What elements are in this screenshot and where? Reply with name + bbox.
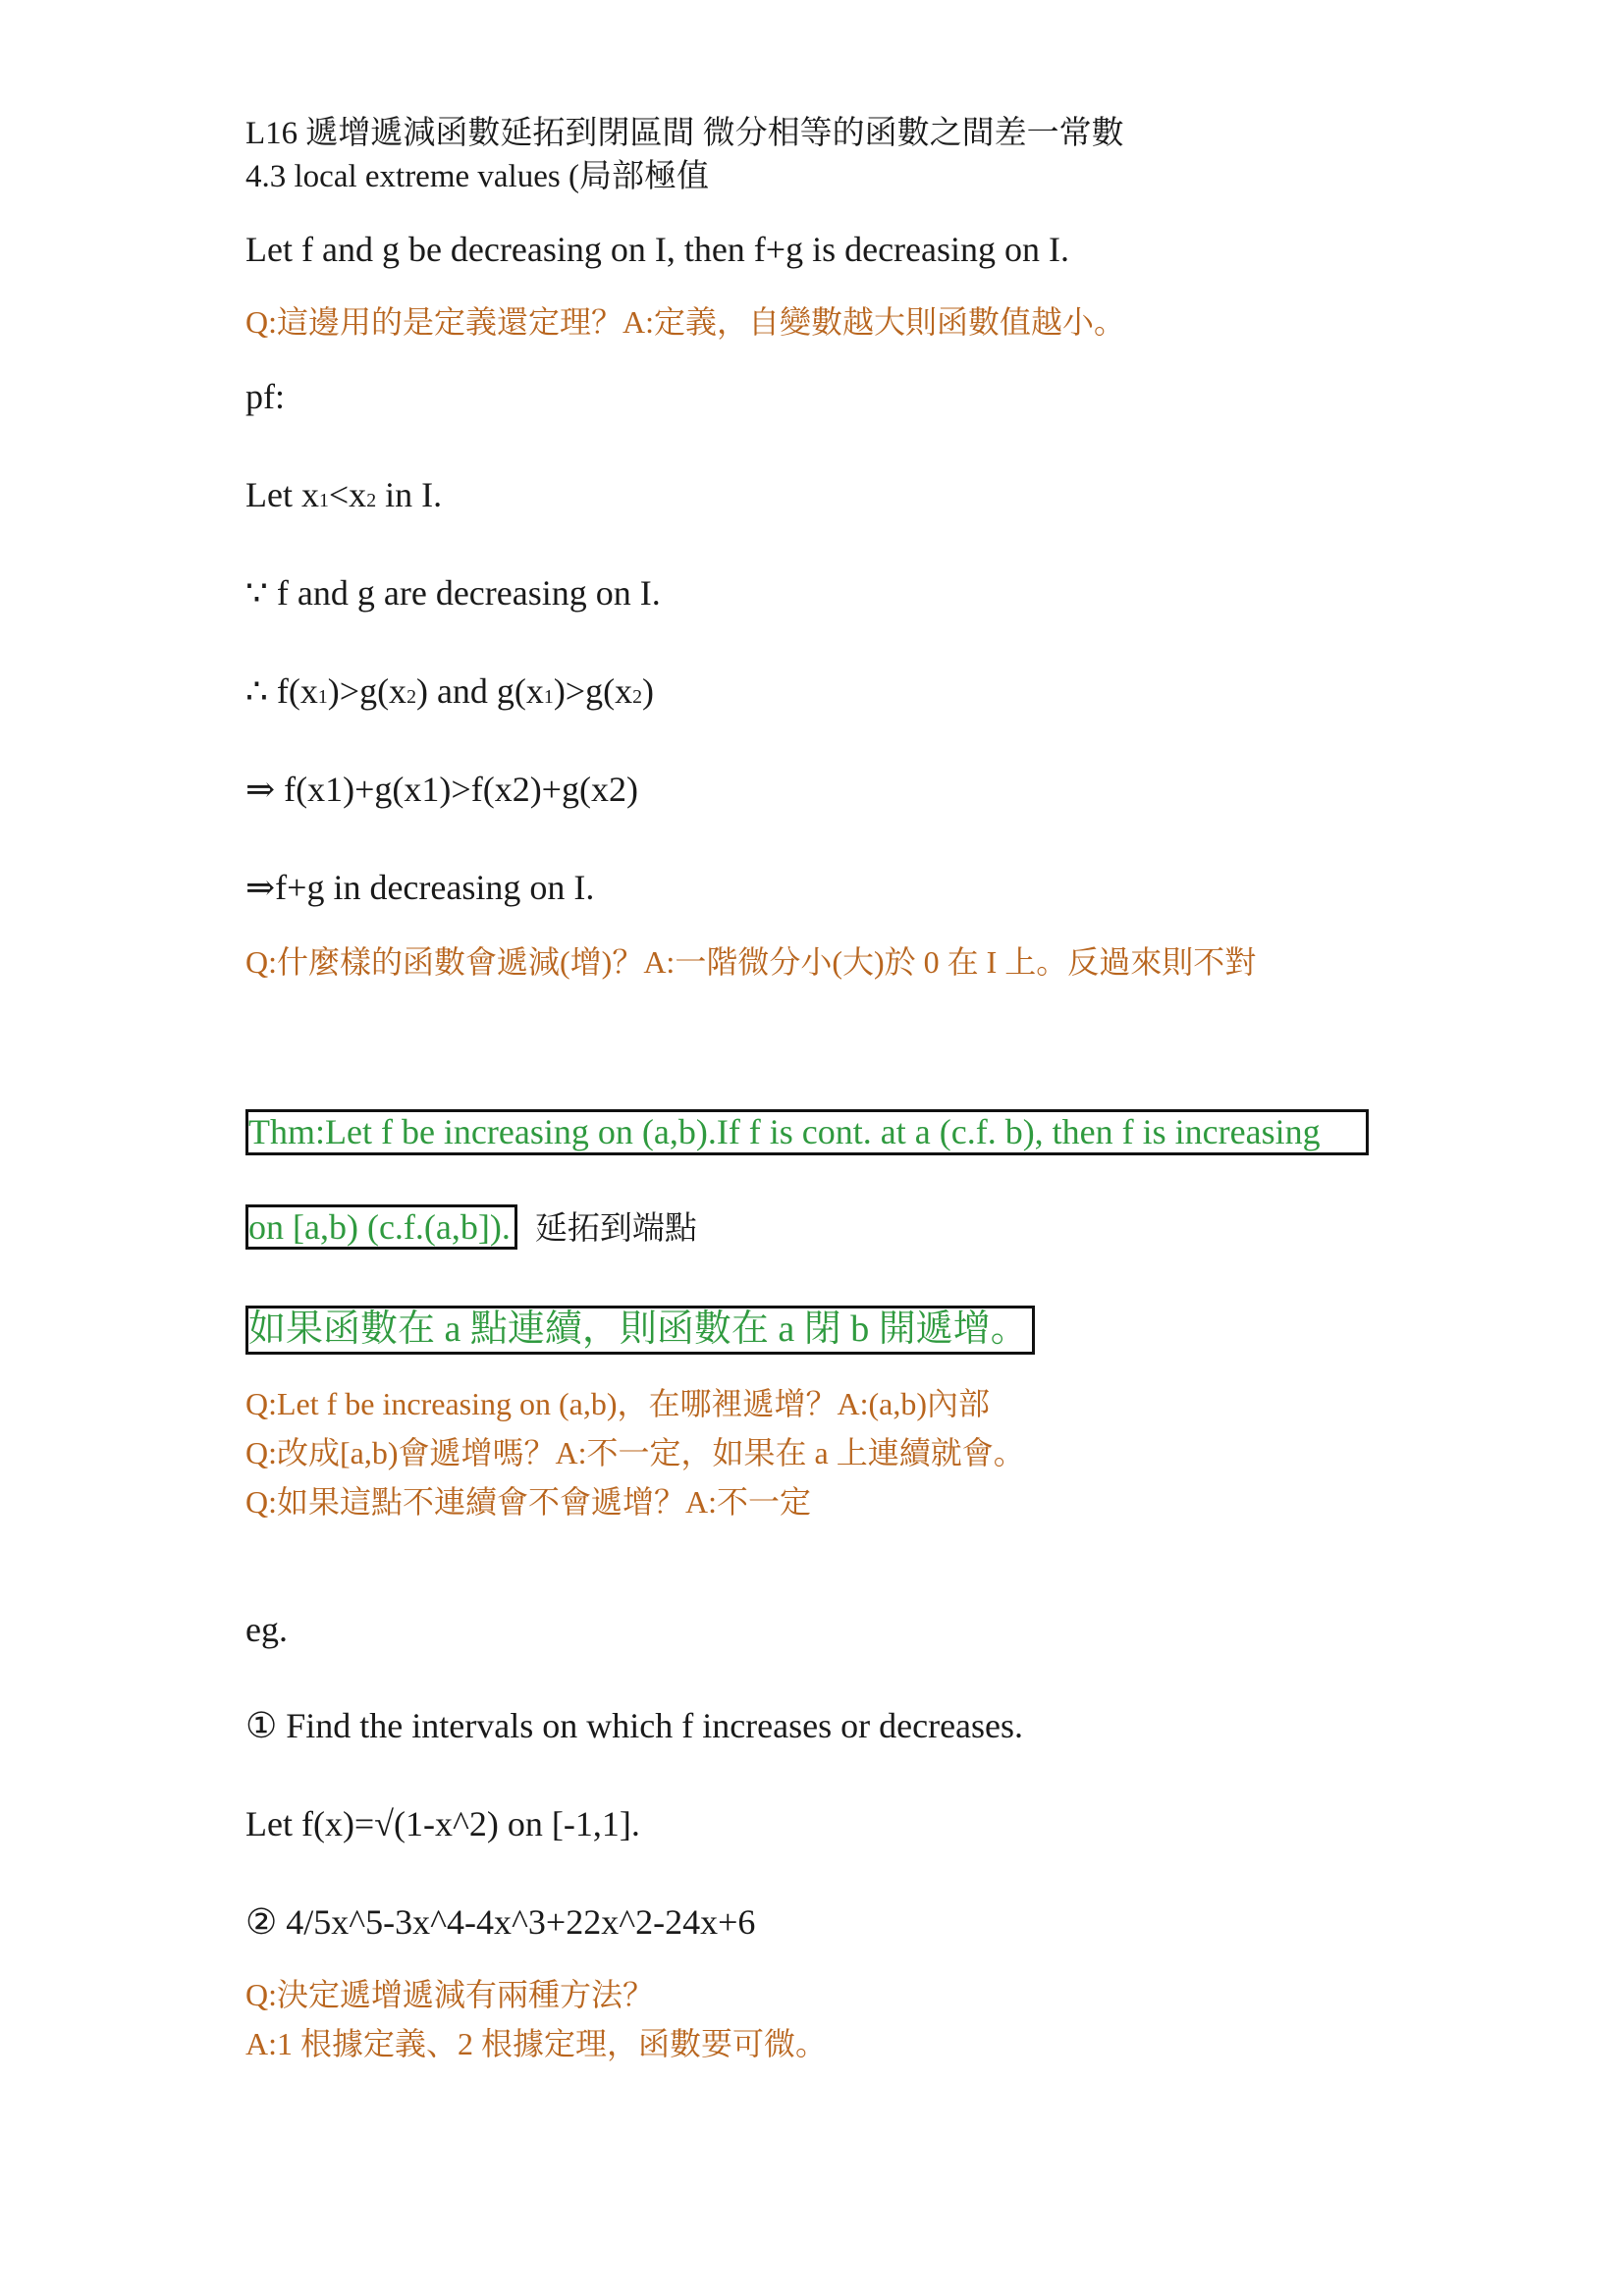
subscript: 2: [406, 686, 416, 708]
proof-implies-conclusion: ⇒f+g in decreasing on I.: [245, 868, 595, 907]
example-1-task: ① Find the intervals on which f increases or decreases.: [245, 1706, 1024, 1745]
theorem-sum-decreasing: Let f and g be decreasing on I, then f+g is decreasing on I.: [245, 230, 1070, 269]
therefore-part: )>g(x: [553, 671, 633, 711]
question-definition-or-theorem: Q:這邊用的是定義還定理？A:定義，自變數越大則函數值越小。: [245, 304, 1126, 340]
document-title: L16 遞增遞減函數延拓到閉區間 微分相等的函數之間差一常數: [245, 116, 1124, 151]
answer-two-methods: A:1 根據定義、2 根據定理，函數要可微。: [245, 2026, 828, 2061]
question-where-increasing: Q:Let f be increasing on (a,b)，在哪裡遞增？A:(a,b)內部: [245, 1386, 991, 1421]
theorem-box-line1: Thm:Let f be increasing on (a,b).If f is cont. at a (c.f. b), then f is increasing: [245, 1109, 1369, 1155]
proof-label: pf:: [245, 377, 285, 416]
subscript: 1: [543, 686, 554, 708]
extend-endpoint-note: 延拓到端點: [534, 1211, 697, 1247]
subscript: 2: [632, 686, 642, 708]
theorem-chinese-box: 如果函數在 a 點連續，則函數在 a 閉 b 開遞增。: [245, 1306, 1035, 1355]
proof-therefore-line: [245, 671, 654, 712]
theorem-line2-row: [245, 1207, 697, 1249]
question-two-methods: Q:決定遞增遞減有兩種方法？: [245, 1977, 655, 2012]
proof-let-line: [245, 475, 442, 515]
section-subtitle: 4.3 local extreme values (局部極值: [245, 159, 709, 194]
question-when-decreasing: Q:什麼樣的函數會遞減(增)？A:一階微分小(大)於 0 在 I 上。反過來則不對: [245, 944, 1257, 980]
therefore-part: ∴ f(x: [245, 671, 318, 711]
question-closed-interval: Q:改成[a,b)會遞增嗎？A:不一定，如果在 a 上連續就會。: [245, 1435, 1025, 1470]
proof-because-line: ∵ f and g are decreasing on I.: [245, 573, 661, 613]
subscript: 1: [318, 490, 329, 511]
therefore-part: ): [641, 671, 654, 711]
proof-let-prefix: Let x: [245, 475, 319, 514]
therefore-part: ) and g(x: [415, 671, 544, 711]
proof-let-mid: <x: [328, 475, 367, 514]
example-label: eg.: [245, 1610, 288, 1649]
proof-implies-sum: ⇒ f(x1)+g(x1)>f(x2)+g(x2): [245, 770, 638, 809]
subscript: 2: [366, 490, 377, 511]
proof-let-suffix: in I.: [376, 475, 443, 514]
example-1-function: Let f(x)=√(1-x^2) on [-1,1].: [245, 1804, 640, 1843]
example-2-function: ② 4/5x^5-3x^4-4x^3+22x^2-24x+6: [245, 1902, 756, 1942]
theorem-box-line2: on [a,b) (c.f.(a,b]).: [245, 1204, 517, 1250]
subscript: 1: [317, 686, 328, 708]
therefore-part: )>g(x: [327, 671, 407, 711]
question-discontinuous: Q:如果這點不連續會不會遞增？A:不一定: [245, 1484, 812, 1520]
